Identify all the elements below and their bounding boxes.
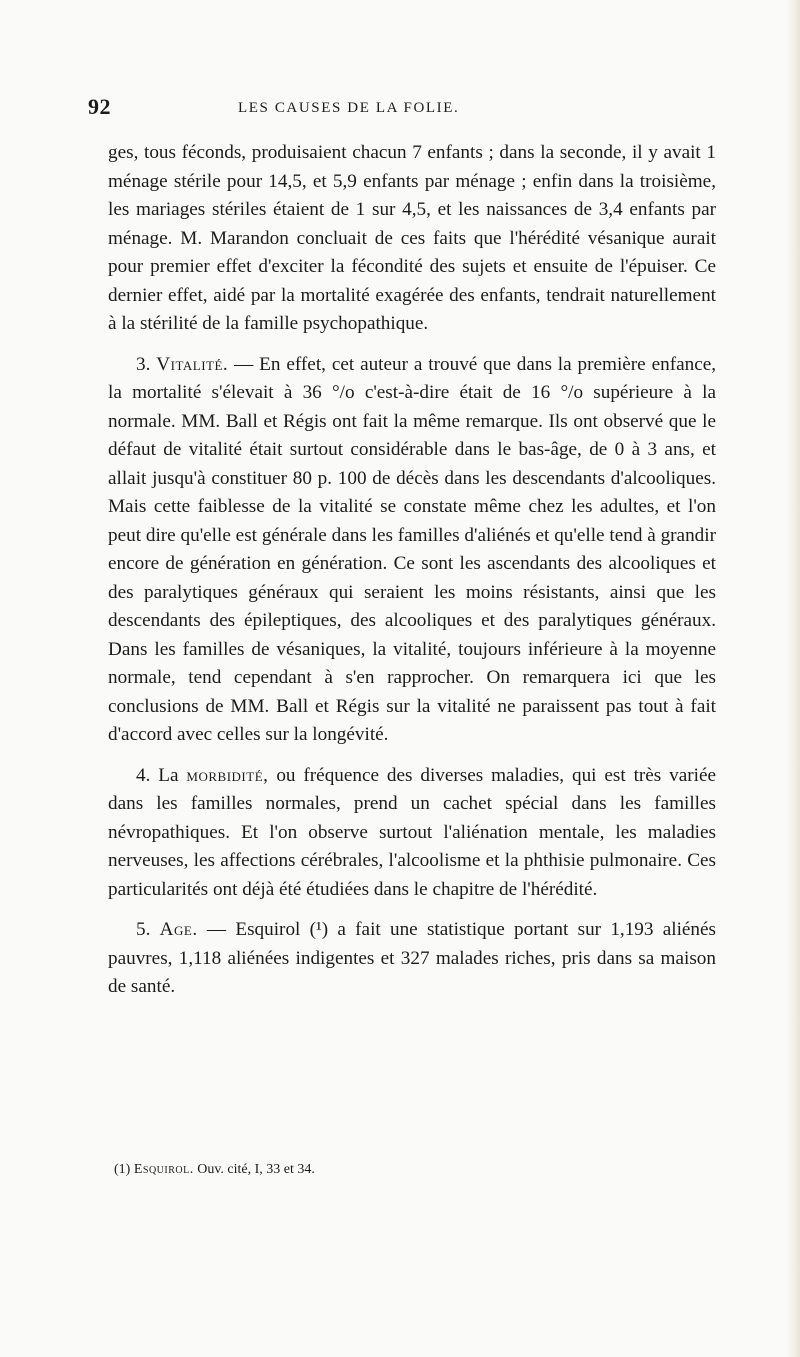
section-number-4: 4. xyxy=(136,764,151,786)
paragraph-morbidite xyxy=(108,762,716,905)
paragraph-1: ges, tous féconds, produisaient chacun 7 enfants ; dans la seconde, il y avait 1 ménage stérile pour 14,5, et 5,9 enfants par ménage ; enfin dans la troisième, les mariages stériles étaient de 1 sur 4,5, et les naissances de 3,4 enfants par ménage. M. Marandon concluait de ces faits que l'hérédité vésanique aurait pour premier effet d'exciter la fécondité des sujets et ensuite de l'épuiser. Ce dernier effet, aidé par la mortalité exagérée des enfants, tendrait naturellement à la stérilité de la famille psychopathique. xyxy=(108,142,716,334)
section-lead-la: La xyxy=(158,764,179,786)
section-number-3: 3. xyxy=(136,353,151,375)
section-heading-vitalite: Vitalité. xyxy=(156,353,229,375)
footnote-reference: Ouv. cité, I, 33 et 34. xyxy=(197,1162,315,1177)
paragraph-age xyxy=(108,916,716,1002)
page-body xyxy=(108,139,716,1002)
running-title: LES CAUSES DE LA FOLIE. xyxy=(238,100,460,116)
paragraph-morbidite-text: ou fréquence des diverses maladies, qui est très variée dans les familles normales, prend un cachet spécial dans les familles névropathiques. Et l'on observe surtout l'aliénation mentale, les maladies nerveuses, les affections cérébrales, l'alcoolisme et la phthisie pulmonaire. Ces particularités ont déjà été étudiées dans le chapitre de l'hérédité. xyxy=(108,764,717,900)
section-number-5: 5. xyxy=(136,919,151,940)
page-header xyxy=(88,94,736,124)
footnote-author: Esquirol. xyxy=(133,1162,194,1177)
section-heading-age: Age. xyxy=(159,919,198,940)
section-heading-morbidite: morbidité, xyxy=(186,764,269,786)
paragraph-vitalite-text: — En effet, cet auteur a trouvé que dans la première enfance, la mortalité s'élevait à 36 °/o c'est-à-dire était de 16 °/o supérieure à la normale. MM. Ball et Régis ont fait la même remarque. Ils ont observé que le défaut de vitalité était surtout considérable dans le bas-âge, de 0 à 3 ans, et allait jusqu'à constituer 80 p. 100 de décès dans les descendants d'alcooliques. Mais cette faiblesse de la vitalité se constate même chez les adultes, et l'on peut dire qu'elle est générale dans les familles d'aliénés et qu'elle tend à grandir encore de génération en génération. Ce sont les ascendants des alcooliques et des paralytiques généraux qui seraient les moins résistants, ainsi que les descendants des épileptiques, des alcooliques et des paralytiques généraux. Dans les familles de vésaniques, la vitalité, toujours inférieure à la moyenne normale, tend cependant à s'en rapprocher. On remarquera ici que les conclusions de MM. Ball et Régis sur la vitalité ne paraissent pas tout à fait d'accord avec celles sur la longévité. xyxy=(108,353,717,745)
footnote-marker: (1) xyxy=(114,1162,131,1177)
footnote xyxy=(114,1160,674,1180)
page-edge-shadow xyxy=(786,0,800,1357)
paragraph-age-text: — Esquirol (¹) a fait une statistique portant sur 1,193 aliénés pauvres, 1,118 aliénées indigentes et 327 malades riches, pris dans sa maison de santé. xyxy=(108,919,717,997)
page-number: 92 xyxy=(88,94,111,119)
paragraph-vitalite xyxy=(108,351,716,750)
